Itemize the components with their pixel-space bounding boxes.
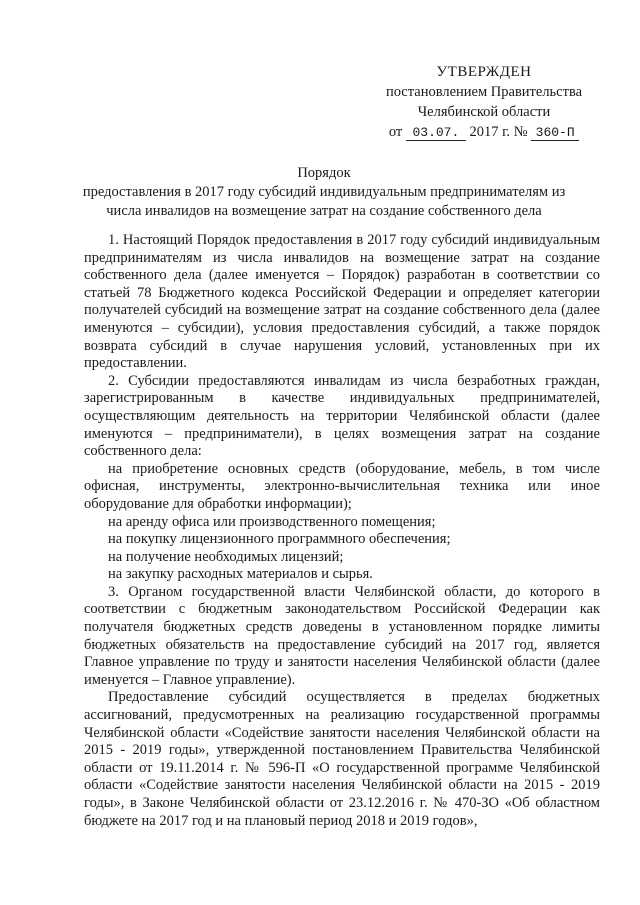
- title-line-1: предоставления в 2017 году субсидий индивидуальным предпринимателям из: [82, 184, 566, 200]
- approval-line-1: постановлением Правительства: [385, 84, 583, 100]
- document-body: [84, 232, 600, 830]
- list-item-software: на покупку лицензионного программного обеспечения;: [108, 531, 451, 548]
- approval-date: 03.07.: [406, 125, 466, 141]
- paragraph-2: 2. Субсидии предоставляются инвалидам из числа безработных граждан, зарегистрированным в качестве индивидуальных предпринимателей, осуществляющим деятельность на территории Челябинской области (далее именуются – предприниматели), в целях возмещения затрат на создание собственного дела:: [84, 372, 600, 460]
- paragraph-1: 1. Настоящий Порядок предоставления в 2017 году субсидий индивидуальным предпринимателям из числа инвалидов на возмещение затрат на создание собственного дела (далее именуется – Порядок) разработан в соответствии со статьей 78 Бюджетного кодекса Российской Федерации и определяет категории получателей субсидий на возмещение затрат на создание собственного дела (далее именуются – субсидии), условия предоставления субсидий, а также порядок возврата субсидий в случае нарушения условий, установленных при их предоставлении.: [84, 232, 600, 372]
- approval-line-2: Челябинской области: [417, 104, 551, 120]
- title-heading: Порядок: [297, 165, 351, 181]
- approval-number: 360-П: [531, 125, 579, 141]
- approval-stamp: [368, 62, 600, 142]
- list-item-licenses: на получение необходимых лицензий;: [108, 548, 344, 565]
- list-item-materials: на закупку расходных материалов и сырья.: [108, 566, 373, 583]
- paragraph-3: 3. Органом государственной власти Челябинской области, до которого в соответствии с бюджетным законодательством Российской Федерации как получателя бюджетных средств доведены в установленном порядке лимиты бюджетных обязательств на предоставление субсидий на 2017 год, является Главное управление по труду и занятости населения Челябинской области (далее именуется – Главное управление).: [84, 583, 600, 688]
- paragraph-funding: Предоставление субсидий осуществляется в пределах бюджетных ассигнований, предусмотренных на реализацию государственной программы Челябинской области «Содействие занятости населения Челябинской области на 2015 - 2019 годы», утвержденной постановлением Правительства Челябинской области от 19.11.2014 г. № 596-П «О государственной программе Челябинской области «Содействие занятости населения Челябинской области на 2015 - 2019 годы», в Законе Челябинской области от 23.12.2016 г. № 470-ЗО «Об областном бюджете на 2017 год и на плановый период 2018 и 2019 годов»,: [84, 689, 600, 829]
- approval-date-line: [368, 122, 600, 142]
- document-title: [40, 164, 608, 221]
- list-item-fixed-assets: на приобретение основных средств (оборудование, мебель, в том числе офисная, инструменты, электронно-вычислительная техника или иное оборудование для обработки информации);: [84, 460, 600, 512]
- list-item-rent: на аренду офиса или производственного помещения;: [108, 513, 436, 530]
- title-line-2: числа инвалидов на возмещение затрат на создание собственного дела: [106, 203, 542, 219]
- date-prefix: от: [388, 124, 403, 140]
- approval-heading: УТВЕРЖДЕН: [436, 64, 532, 80]
- number-sign: №: [513, 124, 528, 140]
- approval-year: 2017 г.: [469, 124, 511, 140]
